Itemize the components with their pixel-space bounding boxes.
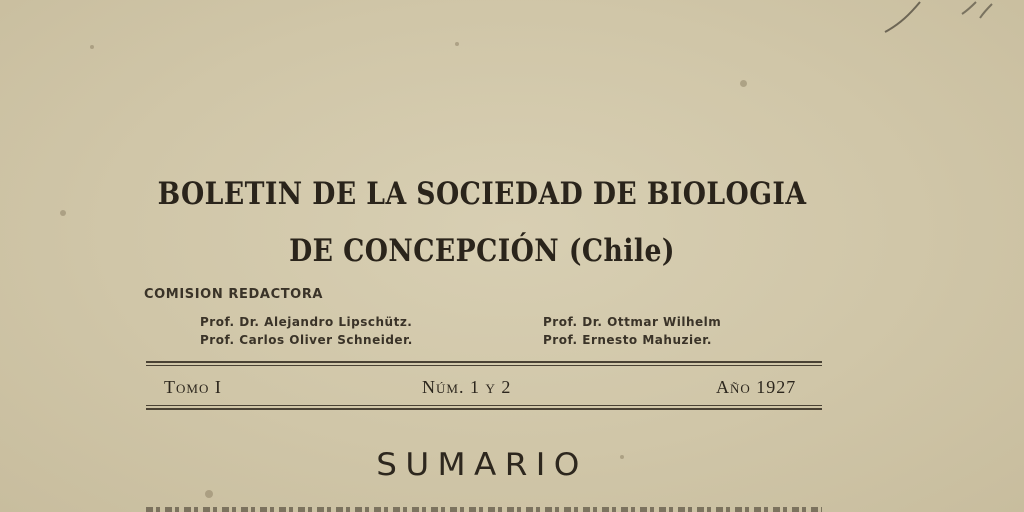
paper-speck [455,42,459,46]
committee-member: Prof. Dr. Ottmar Wilhelm [543,315,722,329]
pen-mark [880,0,1000,40]
committee-member: Prof. Ernesto Mahuzier. [543,333,712,347]
header-rule-top-thin [146,365,822,366]
header-rule-top [146,361,822,363]
committee-member: Prof. Carlos Oliver Schneider. [200,333,413,347]
section-heading: SUMARIO [376,447,588,483]
issue-number: Núm. 1 y 2 [422,377,512,397]
paper-speck [60,210,66,216]
header-rule-bottom [146,408,822,410]
committee-member: Prof. Dr. Alejandro Lipschütz. [200,315,413,329]
issue-volume: Tomo I [164,377,222,397]
paper-speck [205,490,213,498]
issue-year: Año 1927 [716,377,797,397]
committee-label: COMISION REDACTORA [144,287,324,302]
journal-title-line-1: BOLETIN DE LA SOCIEDAD DE BIOLOGIA [157,176,807,212]
journal-title-line-2: DE CONCEPCIÓN (Chile) [289,233,675,269]
paper-speck [90,45,94,49]
header-rule-bottom-thin [146,405,822,406]
paper-speck [740,80,747,87]
truncated-text-line [146,504,822,512]
